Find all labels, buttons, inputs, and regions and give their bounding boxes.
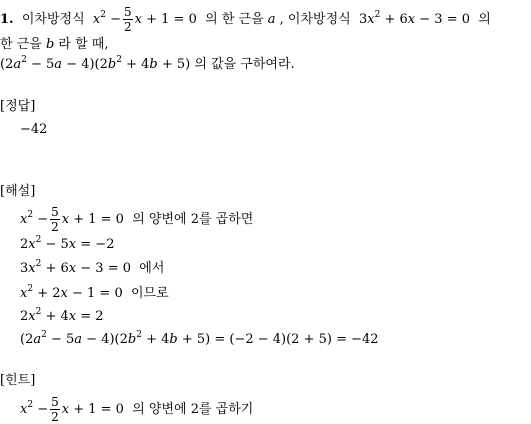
solution-step-6: $(2a^2 - 5a - 4)(2b^2 + 4b + 5) = (-2 - 4)(2 + 5) = -42$ bbox=[20, 330, 379, 347]
hint-header: [힌트] bbox=[0, 373, 36, 388]
solution-step-4: $x^2 + 2x - 1 = 0$ 이므로 bbox=[20, 284, 169, 301]
problem-text: 의 bbox=[478, 12, 491, 27]
equation-1: $x^2$ − $\frac{5}{2}$ x + 1 = 0 bbox=[92, 5, 197, 34]
solution-step-5: $2x^2 + 4x = 2$ bbox=[20, 307, 104, 324]
solution-step-3: $3x^2 + 6x - 3 = 0$ 에서 bbox=[20, 259, 165, 276]
problem-text: 이차방정식 bbox=[21, 12, 85, 27]
solution-step-2: $2x^2 - 5x = -2$ bbox=[20, 235, 115, 252]
problem-text: 라 할 때, bbox=[58, 37, 109, 52]
problem-text: 의 한 근을 bbox=[205, 12, 264, 27]
solution-step-1: $x^2$ − $\frac{5}{2}$ x + 1 = 0 의 양변에 2를 곱하면 bbox=[20, 205, 254, 234]
problem-line-2 bbox=[0, 36, 109, 54]
answer-value: −42 bbox=[20, 122, 48, 137]
problem-line-3 bbox=[0, 56, 295, 74]
question-number: 1. bbox=[0, 12, 14, 27]
equation-2: $3x^2 + 6x - 3 = 0$ bbox=[359, 10, 470, 27]
problem-text: 의 값을 구하여라. bbox=[194, 57, 295, 72]
problem-line-1 bbox=[0, 6, 491, 33]
variable-b: b bbox=[45, 37, 55, 52]
problem-text: , 이차방정식 bbox=[279, 12, 351, 27]
answer-header: [정답] bbox=[0, 99, 36, 114]
variable-a: a bbox=[267, 12, 276, 27]
target-expression: $(2a^2 - 5a - 4)(2b^2 + 4b + 5)$ bbox=[0, 55, 191, 72]
solution-header: [해설] bbox=[0, 184, 36, 199]
problem-text: 한 근을 bbox=[0, 37, 42, 52]
hint-text: $x^2$ − $\frac{5}{2}$ x + 1 = 0 의 양변에 2를 곱하기 bbox=[20, 395, 254, 424]
